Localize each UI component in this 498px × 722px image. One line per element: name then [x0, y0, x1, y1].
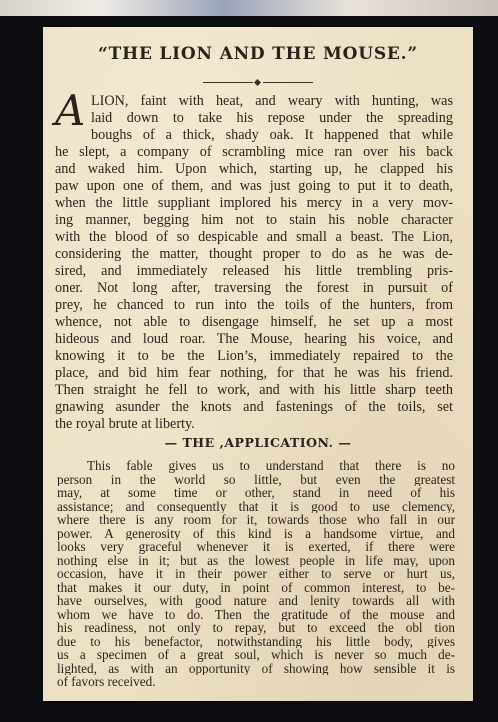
- application-line: nothing else in it; but as the lowest people in life may, upon: [57, 553, 455, 567]
- application-line: occasion, have it in their power either to serve or hurt us,: [57, 567, 455, 581]
- application-line: looks very graceful whenever it is exerted, if there were: [57, 540, 455, 554]
- story-line: ing manner, begging him not to stain his noble character: [55, 212, 453, 228]
- application-line: his readiness, not only to repay, but to exceed the obl tion: [57, 621, 455, 635]
- application-line: This fable gives us to understand that there is no: [87, 459, 455, 473]
- story-line: prey, he chanced to run into the toils of the hunters, from: [55, 297, 453, 313]
- application-line: of favors received.: [57, 675, 156, 689]
- story-line: oner. Not long after, traversing the forest in pursuit of: [55, 280, 453, 296]
- story-line: he slept, a company of scrambling mice ran over his back: [55, 144, 453, 160]
- story-line: hideous and loud roar. The Mouse, hearing his voice, and: [55, 331, 453, 347]
- application-line: whom we have to do. Then the gratitude of the mouse and: [57, 607, 455, 621]
- application-line: lighted, as with an opportunity of showing how sensible it is: [57, 661, 455, 675]
- story-title: “THE LION AND THE MOUSE.”: [98, 44, 418, 64]
- story-line: laid down to take his repose under the spreading: [91, 110, 453, 126]
- story-line: considering the matter, thought proper to do as he was de-: [55, 246, 453, 262]
- story-line: the royal brute at liberty.: [55, 416, 195, 432]
- application-line: power. A generosity of this kind is a handsome virtue, and: [57, 526, 455, 540]
- story-line: when the little suppliant implored his mercy in a very mov-: [55, 195, 453, 211]
- story-line: gnawing asunder the knots and fastenings of the toils, set: [55, 399, 453, 415]
- title-ornament: [203, 79, 313, 85]
- application-line: may, at some time or other, stand in need of his: [57, 486, 455, 500]
- drop-cap: A: [55, 86, 86, 135]
- story-line: place, and bid him fear nothing, for that he was his friend.: [55, 365, 453, 381]
- story-line: and waked him. Upon which, starting up, he clapped his: [55, 161, 453, 177]
- application-line: where there is any room for it, towards those who fall in our: [57, 513, 455, 527]
- newspaper-clipping: [43, 27, 473, 701]
- story-line: boughs of a thick, shady oak. It happened that while: [91, 127, 453, 143]
- application-line: assistance; and consequently that it is good to use clemency,: [57, 499, 455, 513]
- application-heading: — THE ,APPLICATION. —: [164, 435, 352, 450]
- application-line: us a specimen of a great soul, which is never so much de-: [57, 648, 455, 662]
- application-line: due to his benefactor, notwithstanding his little body, gives: [57, 634, 455, 648]
- application-line: person in the world so little, but even the greatest: [57, 472, 455, 486]
- story-line: with the blood of so despicable and small a beast. The Lion,: [55, 229, 453, 245]
- story-line: Then straight he fell to work, and with his little sharp teeth: [55, 382, 453, 398]
- background-strip: [0, 0, 498, 16]
- story-line: knowing it to be the Lion’s, immediately repaired to the: [55, 348, 453, 364]
- application-line: that makes it our duty, in point of common interest, to be-: [57, 580, 455, 594]
- story-line: LION, faint with heat, and weary with hunting, was: [91, 93, 453, 109]
- story-line: sired, and immediately released his little trembling pris-: [55, 263, 453, 279]
- story-line: whence, not able to disengage himself, he set up a most: [55, 314, 453, 330]
- application-line: have ourselves, with good nature and lenity towards all with: [57, 594, 455, 608]
- story-line: paw upon one of them, and was just going to put it to death,: [55, 178, 453, 194]
